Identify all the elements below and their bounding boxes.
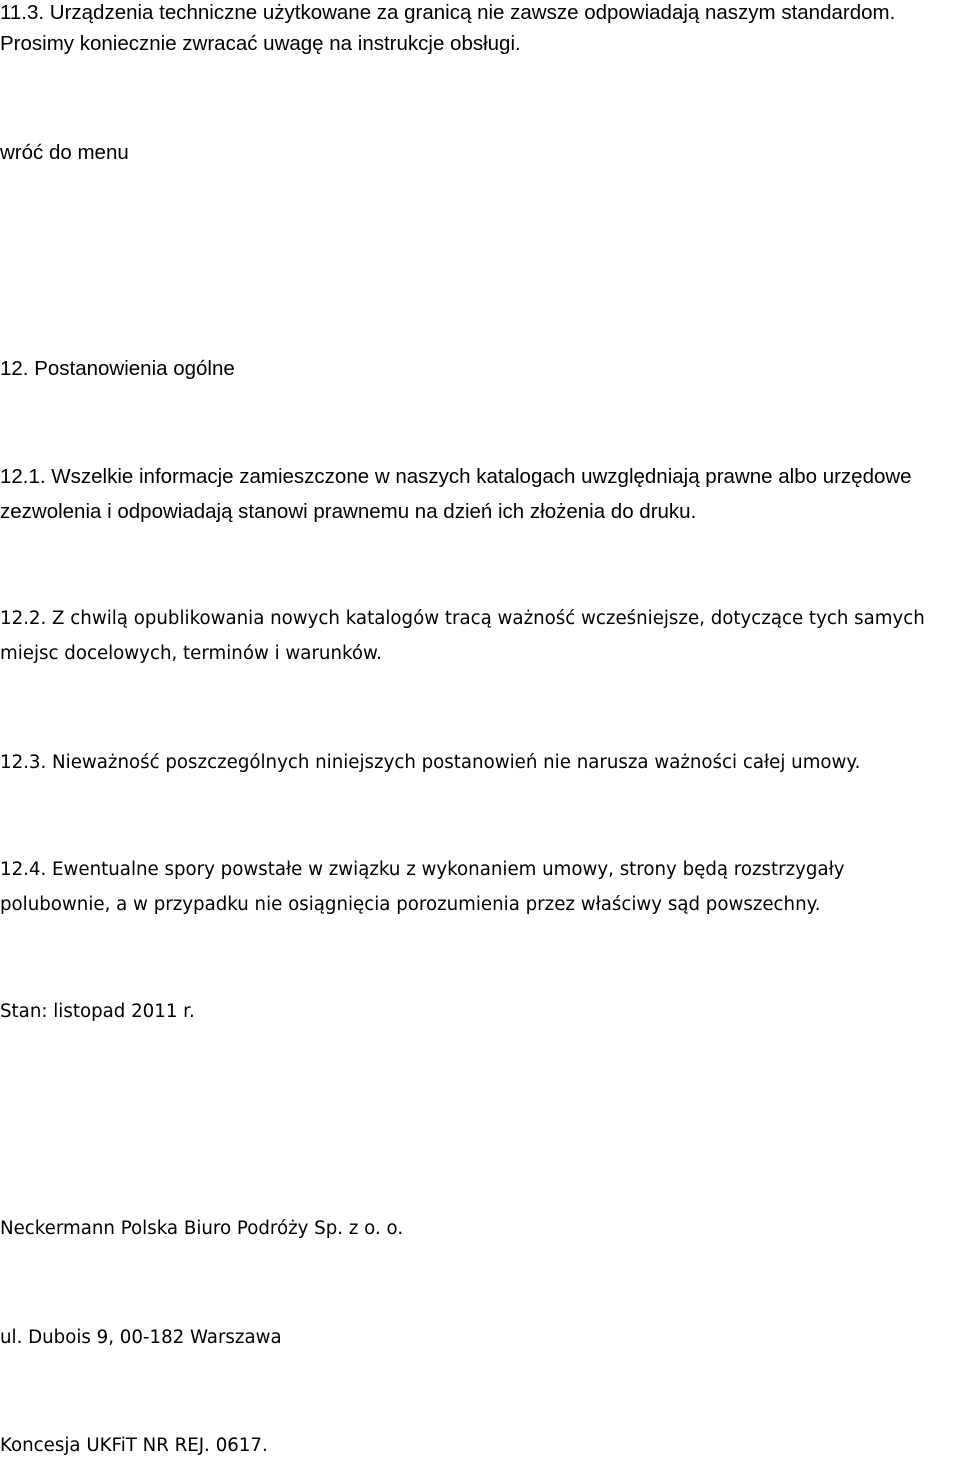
section-12-heading: 12. Postanowienia ogólne <box>0 357 235 380</box>
paragraph-12-4-line-1: 12.4. Ewentualne spory powstałe w związku z wykonaniem umowy, strony będą rozstrzygały <box>0 859 845 880</box>
paragraph-12-2-line-1: 12.2. Z chwilą opublikowania nowych katalogów tracą ważność wcześniejsze, dotyczące tych samych <box>0 608 925 629</box>
section-11-3-line-1: 11.3. Urządzenia techniczne użytkowane za granicą nie zawsze odpowiadają naszym standardom. <box>0 1 896 24</box>
license-number: Koncesja UKFiT NR REJ. 0617. <box>0 1435 268 1456</box>
paragraph-12-1-line-2: zezwolenia i odpowiadają stanowi prawnemu na dzień ich złożenia do druku. <box>0 500 697 523</box>
company-address: ul. Dubois 9, 00-182 Warszawa <box>0 1327 282 1348</box>
paragraph-12-3: 12.3. Nieważność poszczególnych niniejszych postanowień nie narusza ważności całej umowy. <box>0 752 861 773</box>
back-to-menu-link[interactable]: wróć do menu <box>0 141 129 164</box>
status-date: Stan: listopad 2011 r. <box>0 1001 195 1022</box>
paragraph-12-2-line-2: miejsc docelowych, terminów i warunków. <box>0 643 382 664</box>
paragraph-12-4-line-2: polubownie, a w przypadku nie osiągnięcia porozumienia przez właściwy sąd powszechny. <box>0 894 821 915</box>
paragraph-12-1-line-1: 12.1. Wszelkie informacje zamieszczone w naszych katalogach uwzględniają prawne albo urzędowe <box>0 465 912 488</box>
section-11-3-line-2: Prosimy koniecznie zwracać uwagę na instrukcje obsługi. <box>0 32 521 55</box>
company-name: Neckermann Polska Biuro Podróży Sp. z o. o. <box>0 1218 404 1239</box>
